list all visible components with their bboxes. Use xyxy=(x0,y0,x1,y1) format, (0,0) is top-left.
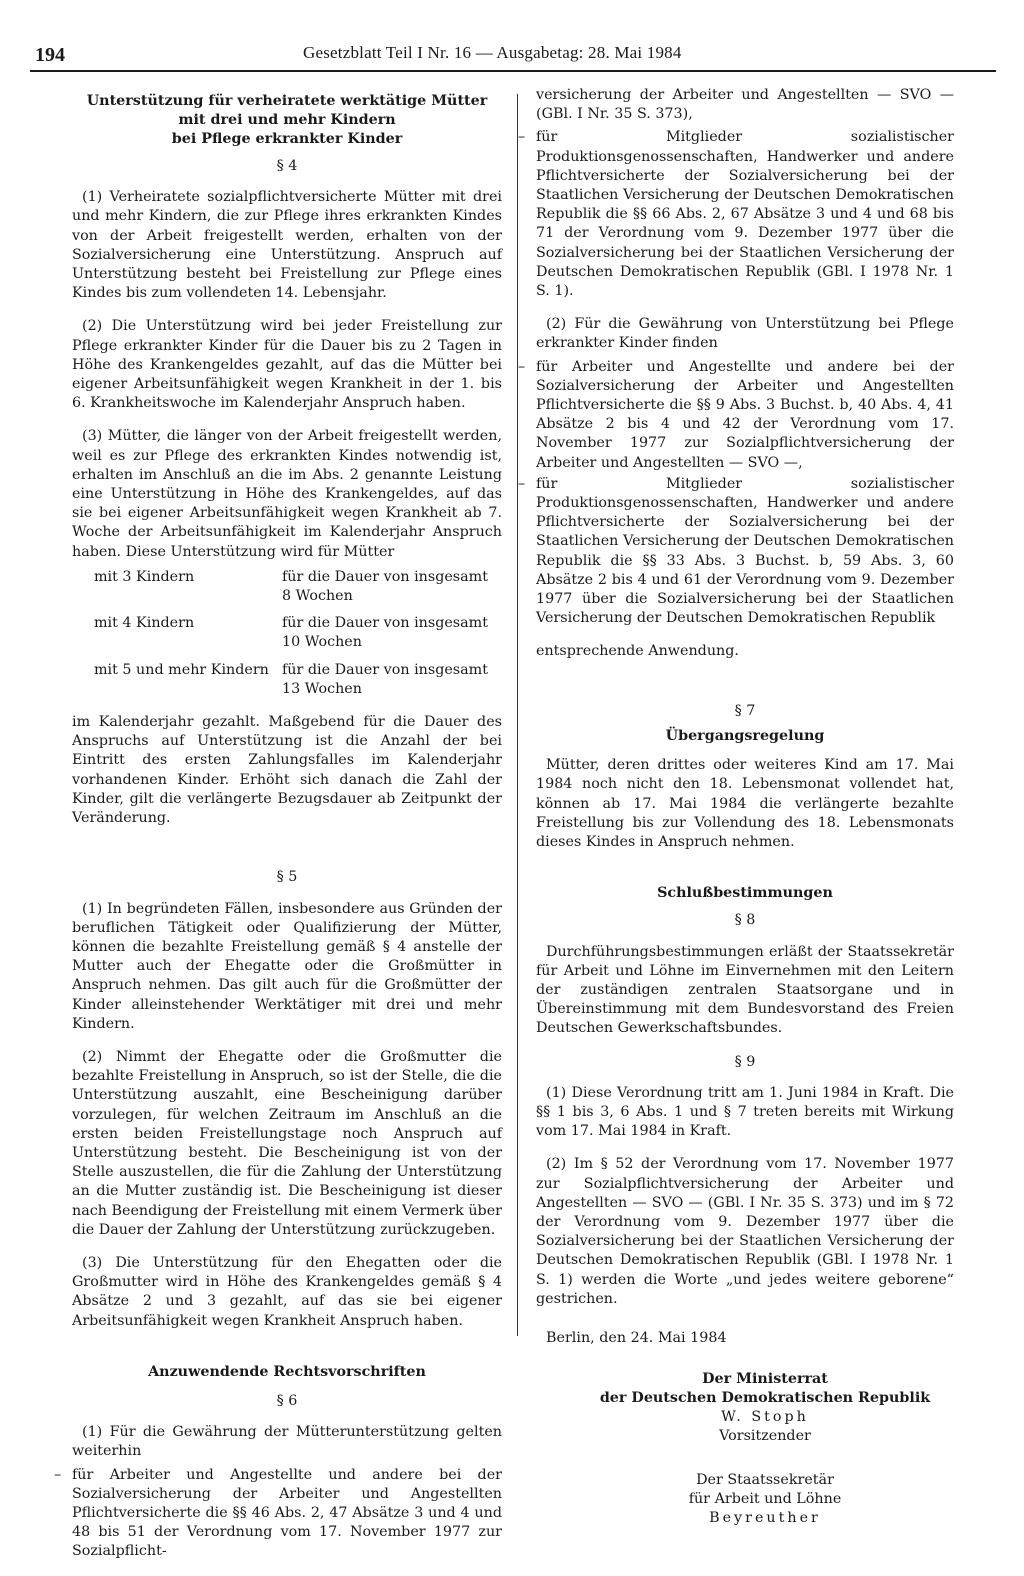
signature-org: der Deutschen Demokratischen Republik xyxy=(599,1390,931,1407)
section-heading-applicable-law: Anzuwendende Rechtsvorschriften xyxy=(148,1363,426,1380)
list-item-text: für Arbeiter und Angestellte und andere bei der Sozialversicherung der Arbeiter und Angestellten Pflichtversicherte die §§ 46 Abs. 2, 47 Absätze 3 und 4 und 48 bis 51 der Verordnung vom 17. November 1977 zur Sozialpflicht- xyxy=(72,1466,502,1560)
signatory-role: Vorsitzender xyxy=(719,1428,811,1445)
list-item-text: für Arbeiter und Angestellte und andere bei der Sozialversicherung der Arbeiter und Angestellten Pflichtversicherte die §§ 9 Abs. 3 Buchst. b, 40 Abs. 4, 41 Absätze 2 bis 4 und 42 der Verordnung vom 17. November 1977 zur Sozialpflichtversicherung der Arbeiter und Angestellten — SVO —, xyxy=(536,358,954,471)
section-mark-8: § 8 xyxy=(734,912,756,929)
section-mark-7: § 7 xyxy=(734,702,756,719)
header-rule xyxy=(30,70,996,72)
section-mark-6: § 6 xyxy=(276,1392,298,1409)
place-date: Berlin, den 24. Mai 1984 xyxy=(546,1329,727,1346)
signatory-name: W. Stoph xyxy=(721,1409,809,1426)
heading-line: bei Pflege erkrankter Kinder xyxy=(171,131,403,147)
signatory-title: für Arbeit und Löhne xyxy=(688,1490,842,1507)
table-row xyxy=(94,661,492,707)
table-cell-duration: für die Dauer von insgesamt 10 Wochen xyxy=(282,615,488,651)
right-column xyxy=(518,86,954,1528)
paragraph-6-2: (2) Für die Gewährung von Unterstützung bei Pflege erkrankter Kinder finden xyxy=(536,316,954,352)
dash-marker: – xyxy=(54,1466,62,1483)
spacer xyxy=(536,1447,954,1471)
paragraph-6-2-end: entsprechende Anwendung. xyxy=(536,643,739,660)
list-item-text: für Mitglieder sozialistischer Produktionsgenossenschaften, Handwerker und andere Pflichtversicherte der Sozialversicherung bei der Staatlichen Versicherung der Deutschen Demokratischen Republik die §§ 66 Abs. 2, 67 Absätze 3 und 4 und 68 bis 71 der Verordnung vom 9. Dezember 1977 über die Sozialversicherung bei der Staatlichen Versicherung der Deutschen Demokratischen Republik (GBl. I 1978 Nr. 1 S. 1). xyxy=(536,129,954,300)
bullet-list-6-1-cont xyxy=(518,128,954,301)
paragraph-4-3: (3) Mütter, die länger von der Arbeit freigestellt werden, weil es zur Pflege des erkrankten Kindes notwendig ist, erhalten im Anschluß an die im Abs. 2 genannte Leistung eine Unterstützung in Höhe des Krankengeldes, auf das sie bei eigener Arbeitsunfähigkeit wegen Krankheit ab 7. Woche der Arbeitsunfähigkeit im Kalenderjahr Anspruch haben. Diese Unterstützung wird für Mütter xyxy=(72,428,502,560)
paragraph-5-1: (1) In begründeten Fällen, insbesondere aus Gründen der beruflichen Tätigkeit oder Qualifizierung der Mütter, können die bezahlte Freistellung gemäß § 4 anstelle der Mutter auch der Ehegatte oder die Großmütter in Anspruch nehmen. Das gilt auch für die Großmütter der Kinder alleinstehender Werktätiger mit drei und mehr Kindern. xyxy=(72,900,502,1032)
bullet-list-6-1 xyxy=(54,1466,502,1562)
signature-block-council xyxy=(576,1370,954,1446)
paragraph-4-3-cont: im Kalenderjahr gezahlt. Maßgebend für die Dauer des Anspruchs auf Unterstützung ist die Anzahl der bei Eintritt des ersten Zahlungsfalles im Kalenderjahr vorhandenen Kinder. Erhöht sich danach die Zahl der Kinder, gilt die verlängerte Bezugsdauer ab Zeitpunkt der Veränderung. xyxy=(72,714,502,827)
list-item-continuation: versicherung der Arbeiter und Angestellten — SVO — (GBl. I Nr. 35 S. 373), xyxy=(536,87,954,123)
heading-line: Unterstützung für verheiratete werktätige Mütter xyxy=(86,93,488,109)
paragraph-9-1: (1) Diese Verordnung tritt am 1. Juni 1984 in Kraft. Die §§ 1 bis 3, 6 Abs. 1 und § 7 treten bereits mit Wirkung vom 17. Mai 1984 in Kraft. xyxy=(536,1084,954,1140)
table-cell-children: mit 5 und mehr Kindern xyxy=(94,661,269,678)
paragraph-6-1: (1) Für die Gewährung der Mütterunterstützung gelten weiterhin xyxy=(72,1424,502,1460)
section-mark-4: § 4 xyxy=(276,158,298,174)
signature-org: Der Ministerrat xyxy=(702,1371,828,1388)
list-item xyxy=(518,358,954,473)
section-heading-transition: Übergangsregelung xyxy=(665,727,825,744)
table-cell-duration: für die Dauer von insgesamt 8 Wochen xyxy=(282,568,488,605)
running-header: Gesetzblatt Teil I Nr. 16 — Ausgabetag: 28. Mai 1984 xyxy=(303,43,682,62)
list-item xyxy=(518,475,954,629)
paragraph-9-2: (2) Im § 52 der Verordnung vom 17. November 1977 zur Sozialpflichtversicherung der Arbeiter und Angestellten — SVO — (GBl. I Nr. 35 S. 373) und im § 72 der Verordnung vom 9. Dezember 1977 über die Sozialversicherung bei der Staatlichen Versicherung der Deutschen Demokratischen Republik (GBl. I 1978 Nr. 1 S. 1) werden die Worte „und jedes weitere geborene“ gestrichen. xyxy=(536,1156,954,1307)
list-item xyxy=(54,1466,502,1562)
section-heading-final-provisions: Schlußbestimmungen xyxy=(657,885,833,902)
heading-line: mit drei und mehr Kindern xyxy=(178,112,396,128)
list-item-text: für Mitglieder sozialistischer Produktionsgenossenschaften, Handwerker und andere Pflichtversicherte der Sozialversicherung bei der Staatlichen Versicherung der Deutschen Demokratischen Republik die §§ 33 Abs. 3 Buchst. b, 59 Abs. 3, 60 Absätze 2 bis 4 und 61 der Verordnung vom 9. Dezember 1977 über die Sozialversicherung bei der Staatlichen Versicherung der Deutschen Demokratischen Republik xyxy=(536,475,954,627)
paragraph-8: Durchführungsbestimmungen erläßt der Staatssekretär für Arbeit und Löhne im Einvernehmen mit den Leitern der zuständigen zentralen Staatsorgane und in Übereinstimmung mit dem Bundesvorstand des Freien Deutschen Gewerkschaftsbundes. xyxy=(536,943,954,1037)
section-mark-9: § 9 xyxy=(734,1053,756,1070)
paragraph-7: Mütter, deren drittes oder weiteres Kind am 17. Mai 1984 noch nicht den 18. Lebensmonat vollendet hat, können ab 17. Mai 1984 die verlängerte bezahlte Freistellung bis zur Vollendung des 18. Lebensmonats dieses Kindes in Anspruch nehmen. xyxy=(536,757,954,850)
left-column xyxy=(54,86,502,1576)
dash-marker: – xyxy=(518,475,526,492)
table-cell-children: mit 3 Kindern xyxy=(94,568,195,585)
table-row xyxy=(94,568,492,614)
table-cell-duration: für die Dauer von insgesamt 13 Wochen xyxy=(282,661,488,697)
section-heading-mother-support xyxy=(72,92,502,149)
signatory-title: Der Staatssekretär xyxy=(696,1471,834,1488)
paragraph-4-1: (1) Verheiratete sozialpflichtversicherte Mütter mit drei und mehr Kindern, die zur Pflege ihres erkrankten Kindes von der Arbeit freigestellt werden, erhalten von der Sozialversicherung eine Unterstützung. Anspruch auf Unterstützung besteht bei Freistellung zur Pflege eines Kindes bis zum vollendeten 14. Lebensjahr. xyxy=(72,189,502,302)
spacer xyxy=(72,842,502,860)
paragraph-4-2: (2) Die Unterstützung wird bei jeder Freistellung zur Pflege erkrankter Kinder für die Dauer bis zu 2 Tagen in Höhe des Krankengeldes gezahlt, auf das die Mütter bei eigener Arbeitsunfähigkeit wegen Krankheit in der 1. bis 6. Krankheitswoche im Kalenderjahr Anspruch haben. xyxy=(72,318,502,412)
paragraph-5-2: (2) Nimmt der Ehegatte oder die Großmutter die bezahlte Freistellung in Anspruch, so ist der Stelle, die die Unterstützung auszahlt, eine Bescheinigung darüber vorzulegen, für welchen Zeitraum im Anschluß an die ersten beiden Freistellungstage noch Anspruch auf Unterstützung besteht. Die Bescheinigung ist von der Stelle auszustellen, die für die Zahlung der Unterstützung an die Mutter zuständig ist. Die Bescheinigung ist dieser nach Beendigung der Freistellung mit einem Vermerk über die Dauer der Zahlung der Unterstützung zurückzugeben. xyxy=(72,1048,502,1238)
table-row xyxy=(94,614,492,660)
table-cell-children: mit 4 Kindern xyxy=(94,615,195,632)
paragraph-5-3: (3) Die Unterstützung für den Ehegatten oder die Großmutter wird in Höhe des Krankengeldes gemäß § 4 Absätze 2 und 3 gezahlt, auf das sie bei eigener Arbeitsunfähigkeit wegen Krankheit Anspruch haben. xyxy=(72,1254,502,1329)
section-mark-5: § 5 xyxy=(276,869,298,886)
spacer xyxy=(536,866,954,884)
signature-block-secretary xyxy=(576,1471,954,1529)
benefit-duration-table xyxy=(94,568,492,707)
dash-marker: – xyxy=(518,358,526,375)
spacer xyxy=(536,676,954,694)
bullet-list-6-2 xyxy=(518,358,954,629)
list-item xyxy=(518,128,954,301)
signatory-name: Beyreuther xyxy=(709,1509,821,1526)
dash-marker: – xyxy=(518,129,526,146)
page-number: 194 xyxy=(35,44,65,66)
spacer xyxy=(72,1345,502,1363)
